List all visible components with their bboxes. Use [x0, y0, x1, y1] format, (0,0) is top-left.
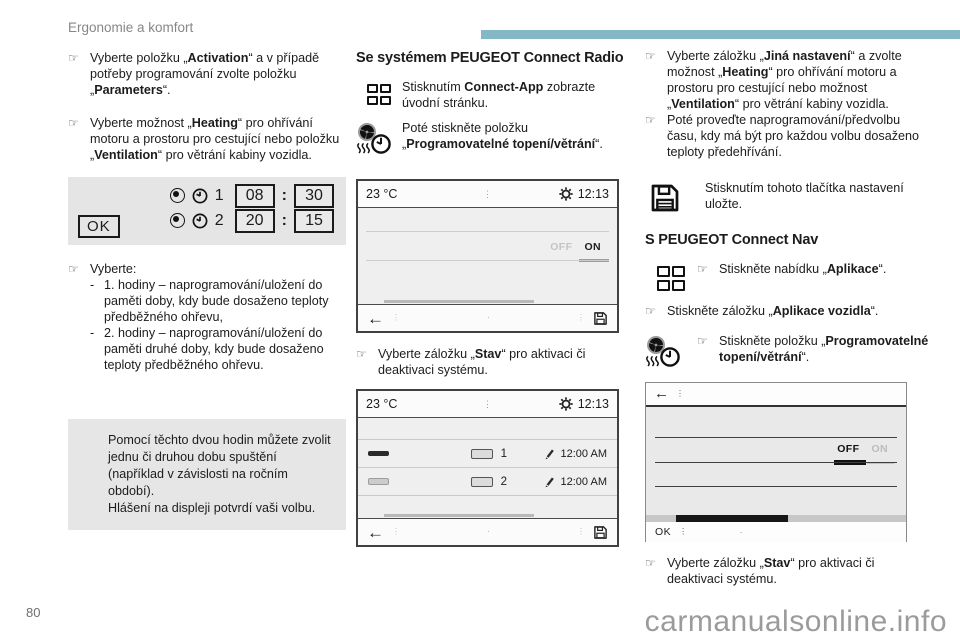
- column-left: [68, 50, 346, 530]
- scrollbar[interactable]: [384, 300, 534, 303]
- infotainment-screen-status: [356, 179, 619, 333]
- step-aplikace: ☞ Stiskněte nabídku „Aplikace“.: [645, 261, 933, 291]
- chapter-header: Ergonomie a komfort: [68, 20, 194, 35]
- scrollbar-track[interactable]: [646, 515, 906, 522]
- step-save-settings: Stisknutím tohoto tlačítka nastavení uložte.: [645, 180, 933, 214]
- screen-bottom-bar: OK ⋮ ·: [646, 522, 906, 542]
- timer-row-2[interactable]: 2 12:00 AM: [358, 467, 617, 496]
- minute-field[interactable]: 15: [294, 209, 334, 233]
- watermark: carmanualsonline.info: [644, 605, 947, 638]
- slider-dash-icon: [368, 451, 389, 456]
- infotainment-screen-nav-status: [645, 382, 907, 542]
- page-number: 80: [26, 605, 41, 620]
- pointing-hand-icon: ☞: [68, 262, 79, 276]
- instruction-jina-nastaveni: ☞ Vyberte záložku „Jiná nastavení“ a zvolte možnost „Heating“ pro ohřívání motoru a prostoru pro cestující nebo možnost „Ventilation“ pro větrání kabiny vozidla.: [645, 49, 902, 111]
- back-arrow-icon[interactable]: ←: [654, 385, 669, 402]
- section-heading-connect-nav: S PEUGEOT Connect Nav: [645, 232, 819, 248]
- save-icon: [649, 182, 681, 214]
- info-text-2: Hlášení na displeji potvrdí vaši volbu.: [108, 501, 316, 515]
- step-connect-app: Stisknutím Connect-App zobrazte úvodní stránku.: [356, 79, 619, 111]
- bar-icon: [471, 477, 493, 487]
- screen-bottom-bar: ← ⋮ · ⋮: [358, 304, 617, 331]
- ok-button[interactable]: OK: [78, 215, 120, 238]
- ok-button[interactable]: OK: [655, 525, 672, 538]
- save-icon[interactable]: [593, 311, 608, 326]
- step-programmable-heating: Poté stiskněte položku „Programovatelné topení/větrání“.: [356, 120, 619, 155]
- screen-bottom-bar: ← ⋮ · ⋮: [358, 518, 617, 545]
- instruction-heating: ☞ Vyberte možnost „Heating“ pro ohřívání motoru a prostoru pro cestující nebo položku „Ventilation“ pro větrání kabiny vozidla.: [68, 116, 340, 162]
- pencil-icon[interactable]: [543, 475, 556, 488]
- pointing-hand-icon: ☞: [645, 555, 656, 570]
- on-off-toggle[interactable]: OFF ON: [837, 441, 888, 457]
- minute-field[interactable]: 30: [294, 184, 334, 208]
- info-note-box: [68, 419, 346, 530]
- temperature-label: 23 °C: [366, 397, 398, 411]
- timer-row-2: 2 20 : 15: [68, 208, 346, 233]
- screen-status-bar: [358, 181, 617, 208]
- screen-body: [358, 418, 617, 519]
- list-item: - 1. hodiny – naprogramování/uložení do paměti doby, kdy bude dosaženo teploty předběžného ohřevu,: [90, 278, 329, 324]
- timer-time-label: 12:00 AM: [560, 447, 607, 460]
- hour-field[interactable]: 08: [235, 184, 275, 208]
- pointing-hand-icon: ☞: [356, 347, 367, 361]
- column-middle: [356, 50, 624, 547]
- timer-number: 2: [214, 211, 224, 229]
- radio-button-icon[interactable]: [170, 188, 185, 203]
- instruction-vyberte: ☞ Vyberte:: [68, 262, 137, 276]
- applications-grid-icon: [657, 266, 686, 291]
- timer-row-1[interactable]: 1 12:00 AM: [358, 439, 617, 467]
- instruction-preset-time: ☞ Poté proveďte naprogramování/předvolbu času, kdy má být pro každou volbu dosaženo teploty předehřívání.: [645, 113, 920, 159]
- pointing-hand-icon: ☞: [645, 113, 656, 127]
- clock-icon: [192, 188, 208, 204]
- instruction-aplikace-vozidla: ☞ Stiskněte záložku „Aplikace vozidla“.: [645, 303, 879, 318]
- menu-dots-icon[interactable]: ⋮: [483, 189, 492, 199]
- clock-time: 12:13: [577, 187, 609, 201]
- gear-icon[interactable]: [559, 397, 573, 411]
- pointing-hand-icon: ☞: [645, 49, 656, 63]
- screen-status-bar: [358, 391, 617, 418]
- timer-display-figure: [68, 177, 346, 245]
- fan-clock-icon: [356, 122, 392, 155]
- pencil-icon[interactable]: [543, 447, 556, 460]
- instruction-activation: ☞ Vyberte položku „Activation“ a v případě potřeby programování zvolte položku „Parameters“.: [68, 51, 320, 97]
- hour-field[interactable]: 20: [235, 209, 275, 233]
- connect-app-grid-icon: [367, 84, 392, 111]
- clock-time: 12:13: [577, 397, 609, 411]
- back-arrow-icon[interactable]: ←: [367, 308, 384, 328]
- timer-row-1: 1 08 : 30: [68, 183, 346, 208]
- list-item: - 2. hodiny – naprogramování/uložení do paměti druhé doby, kdy bude dosaženo teploty předběžného ohřevu.: [90, 326, 324, 372]
- timer-time-label: 12:00 AM: [560, 475, 607, 488]
- save-icon[interactable]: [593, 525, 608, 540]
- radio-button-icon[interactable]: [170, 213, 185, 228]
- gear-icon[interactable]: [559, 187, 573, 201]
- clock-icon: [192, 213, 208, 229]
- infotainment-screen-timers: [356, 389, 619, 547]
- instruction-stav-nav: ☞ Vyberte záložku „Stav“ pro aktivaci či deaktivaci systému.: [645, 555, 875, 586]
- screen-body: [358, 208, 617, 305]
- pointing-hand-icon: ☞: [68, 51, 79, 65]
- instruction-stav: ☞ Vyberte záložku „Stav“ pro aktivaci či deaktivaci systému.: [356, 347, 586, 377]
- column-right: [645, 48, 933, 604]
- screen-body: [646, 407, 906, 515]
- back-arrow-icon[interactable]: ←: [367, 522, 384, 542]
- pointing-hand-icon: ☞: [697, 262, 708, 276]
- scrollbar[interactable]: [384, 514, 534, 517]
- slider-dash-icon: [368, 478, 389, 485]
- pointing-hand-icon: ☞: [697, 333, 708, 348]
- pointing-hand-icon: ☞: [68, 116, 79, 130]
- pointing-hand-icon: ☞: [645, 303, 656, 318]
- scrollbar-thumb[interactable]: [676, 515, 788, 522]
- fan-clock-icon: [645, 335, 681, 368]
- screen-top-bar: ← ⋮: [646, 383, 906, 407]
- info-text-1: Pomocí těchto dvou hodin můžete zvolit jednu či druhou dobu spuštění (například v závislosti na ročním období).: [108, 433, 331, 498]
- section-heading-connect-radio: Se systémem PEUGEOT Connect Radio: [356, 50, 624, 66]
- timer-number: 1: [214, 186, 224, 204]
- menu-dots-icon[interactable]: ⋮: [483, 399, 492, 409]
- temperature-label: 23 °C: [366, 187, 398, 201]
- bar-icon: [471, 449, 493, 459]
- on-off-toggle[interactable]: OFF ON: [550, 239, 601, 255]
- chapter-accent-bar: [481, 30, 960, 39]
- step-programmable-heating-nav: ☞ Stiskněte položku „Programovatelné topení/větrání“.: [645, 333, 933, 368]
